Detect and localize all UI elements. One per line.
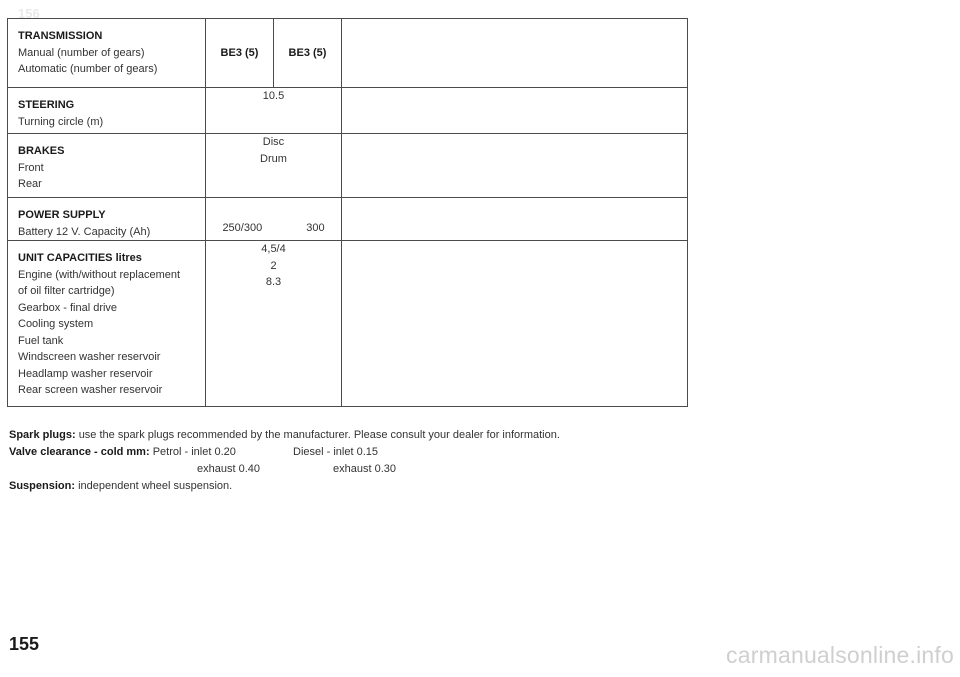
transmission-value-b: BE3 (5) [273,19,341,87]
table-row-transmission [8,19,688,88]
brakes-empty-cell [342,134,688,198]
value-turning-circle: 10.5 [262,90,285,102]
note-valve-exhaust [9,461,560,478]
note-valve-petrol-inlet: Petrol - inlet 0.20 [152,446,236,458]
transmission-label-cell [8,19,206,88]
watermark-text: carmanualsonline.info [726,642,954,668]
note-valve-diesel-exhaust: exhaust 0.30 [333,463,396,475]
section-title-transmission: TRANSMISSION [18,30,103,42]
label-windscreen-washer: Windscreen washer reservoir [18,351,161,363]
note-key-suspension: Suspension: [9,480,76,492]
page-number: 155 [9,634,40,654]
label-cooling-system: Cooling system [18,318,94,330]
label-rear-brakes: Rear [18,178,42,190]
label-automatic-gears: Automatic (number of gears) [18,63,158,75]
value-engine-oil: 4,5/4 [261,243,286,255]
note-key-valve-clearance: Valve clearance - cold mm: [9,446,150,458]
value-gearbox: 2 [270,259,277,272]
table-row-power-supply [8,198,688,241]
label-fuel-tank: Fuel tank [18,334,64,347]
capacities-empty-cell [342,241,688,407]
power-value-cell [206,198,342,241]
brakes-value-cell [206,134,342,198]
label-manual-gears: Manual (number of gears) [18,46,145,59]
value-battery-a: 250/300 [222,222,263,234]
ghost-page-number: 156 [18,6,40,21]
label-turning-circle: Turning circle (m) [18,115,104,128]
capacities-value-cell [206,241,342,407]
transmission-value-cell [206,19,342,88]
label-gearbox: Gearbox - final drive [18,301,118,314]
table-row-steering [8,88,688,134]
steering-label-cell [8,88,206,134]
value-cooling-system: 8.3 [265,276,282,288]
power-empty-cell [342,198,688,241]
label-engine-oil: Engine (with/without replacement [18,268,181,281]
note-text-suspension: independent wheel suspension. [78,480,233,492]
section-title-brakes: BRAKES [18,145,65,157]
steering-empty-cell [342,88,688,134]
note-valve-clearance [9,444,560,461]
table-row-brakes [8,134,688,198]
note-valve-diesel-inlet: Diesel - inlet 0.15 [293,446,378,458]
section-title-steering: STEERING [18,99,75,111]
label-front-brakes: Front [18,161,44,174]
note-key-spark-plugs: Spark plugs: [9,429,76,441]
label-oil-filter: of oil filter cartridge) [18,285,115,297]
label-headlamp-washer: Headlamp washer reservoir [18,367,153,380]
note-valve-petrol-exhaust: exhaust 0.40 [197,463,260,475]
specifications-table [7,18,688,407]
brakes-label-cell [8,134,206,198]
transmission-value-a: BE3 (5) [220,47,259,59]
note-text-spark-plugs: use the spark plugs recommended by the manufacturer. Please consult your dealer for information. [78,429,560,441]
power-label-cell [8,198,206,241]
section-title-unit-capacities: UNIT CAPACITIES litres [18,252,142,264]
steering-value-cell [206,88,342,134]
note-suspension [9,478,560,495]
value-rear-brakes: Drum [260,152,287,165]
transmission-empty-cell [342,19,688,88]
table-row-unit-capacities [8,241,688,407]
label-rear-screen-washer: Rear screen washer reservoir [18,384,163,396]
capacities-label-cell [8,241,206,407]
note-spark-plugs [9,427,560,444]
label-battery-capacity: Battery 12 V. Capacity (Ah) [18,225,151,238]
value-battery-b: 300 [306,222,325,234]
value-front-brakes: Disc [262,136,285,148]
section-title-power-supply: POWER SUPPLY [18,209,106,221]
notes-section [9,427,560,495]
